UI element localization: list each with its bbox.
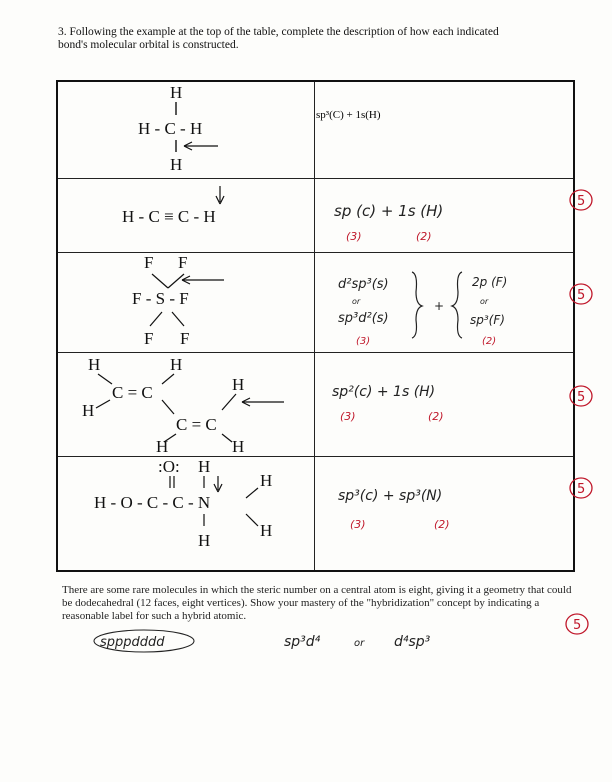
- brace-icon: [412, 272, 422, 338]
- answer-cell: [316, 252, 573, 352]
- formula-line: H - C ≡ C - H: [122, 207, 216, 226]
- handwritten-answer: sp³(c) + sp³(N): [338, 488, 443, 504]
- atom-h-5: H: [156, 437, 169, 456]
- atom-h-2: H: [170, 355, 183, 374]
- formula-line: F - S - F: [132, 289, 189, 308]
- handwritten-answer-1: sp³d⁴: [284, 634, 321, 650]
- mark-2: (2): [482, 336, 497, 347]
- atom-h-3: H: [82, 401, 95, 420]
- table-row-ester-amine: [58, 456, 573, 568]
- mark-2: (2): [416, 230, 432, 243]
- molecule-ester-amine: [58, 456, 314, 568]
- score-row-2: [568, 188, 594, 212]
- atom-h-6: H: [232, 437, 245, 456]
- score-bonus: [564, 612, 590, 636]
- atom-h-1: H: [88, 355, 101, 374]
- handwritten-answer: sp (c) + 1s (H): [334, 202, 444, 220]
- score-value: 5: [577, 288, 586, 303]
- score-value: 5: [577, 482, 586, 497]
- brace-icon: [452, 272, 462, 338]
- answer-cell: [316, 178, 573, 252]
- question-text: 3. Following the example at the top of the table, complete the description of how each indicated bond's molecular orbital is constructed.: [58, 26, 499, 51]
- handwritten-answer-a: d²sp³(s): [338, 277, 389, 292]
- bonus-answer-area: [84, 622, 584, 662]
- atom-f-top-left: F: [144, 253, 154, 272]
- atom-h-bottom: H: [170, 155, 183, 174]
- atom-h-n: H: [260, 471, 273, 490]
- score-row-5: [568, 476, 594, 500]
- score-row-4: [568, 384, 594, 408]
- answer-cell: [316, 456, 573, 568]
- plus-sign: +: [434, 299, 445, 313]
- answer-text: sp³(C) + 1s(H): [316, 109, 381, 121]
- formula-line: H - O - C - C - N: [94, 493, 211, 512]
- table-row-butadiene: [58, 352, 573, 457]
- mark-1: (3): [340, 410, 356, 423]
- answer-cell: [316, 82, 573, 178]
- handwritten-crossed-answer: spppdddd: [100, 635, 165, 650]
- molecule-sf4: [58, 252, 314, 352]
- atom-f-top-right: F: [178, 253, 188, 272]
- atom-f-bottom-right: F: [180, 329, 190, 348]
- mark-2: (2): [428, 410, 444, 423]
- atom-o-carbonyl: :O:: [158, 457, 180, 476]
- or-label-2: or: [480, 297, 489, 306]
- molecule-ethyne: [58, 178, 314, 252]
- score-value: 5: [577, 390, 586, 405]
- table-row-methane: [58, 82, 573, 179]
- handwritten-answer-2: d⁴sp³: [394, 634, 431, 650]
- bonus-question-text: There are some rare molecules in which the steric number on a central atom is eight, giving it a geometry that could be dodecahedral (12 faces, eight vertices). Show your mastery of the "hybridization" concept by indicating a reasonable label for such a hybrid atomic.: [62, 584, 572, 622]
- mark-1: (3): [356, 336, 371, 347]
- handwritten-answer: sp²(c) + 1s (H): [332, 384, 436, 400]
- or-label: or: [354, 638, 365, 649]
- formula-line: H - C - H: [138, 119, 203, 138]
- molecule-methane: [58, 82, 314, 178]
- table-row-ethyne: [58, 178, 573, 253]
- atom-h-top: H: [170, 83, 183, 102]
- table-row-sf4: [58, 252, 573, 353]
- handwritten-answer-b: sp³d²(s): [338, 311, 389, 326]
- atom-h-top: H: [198, 457, 211, 476]
- atom-h-bottom: H: [198, 531, 211, 550]
- mark-1: (3): [346, 230, 362, 243]
- atom-h-4: H: [232, 375, 245, 394]
- orbital-table: [56, 80, 575, 572]
- double-bond-1: C = C: [112, 383, 153, 402]
- score-value: 5: [573, 618, 582, 633]
- score-value: 5: [577, 194, 586, 209]
- double-bond-2: C = C: [176, 415, 217, 434]
- or-label: or: [352, 297, 361, 306]
- handwritten-answer-c: 2p (F): [472, 275, 508, 289]
- mark-2: (2): [434, 518, 450, 531]
- atom-h-n-bottom: H: [260, 521, 273, 540]
- mark-1: (3): [350, 518, 366, 531]
- score-row-3: [568, 282, 594, 306]
- molecule-butadiene: [58, 352, 314, 456]
- atom-f-bottom-left: F: [144, 329, 154, 348]
- handwritten-answer-d: sp³(F): [470, 313, 505, 327]
- answer-cell: [316, 352, 573, 456]
